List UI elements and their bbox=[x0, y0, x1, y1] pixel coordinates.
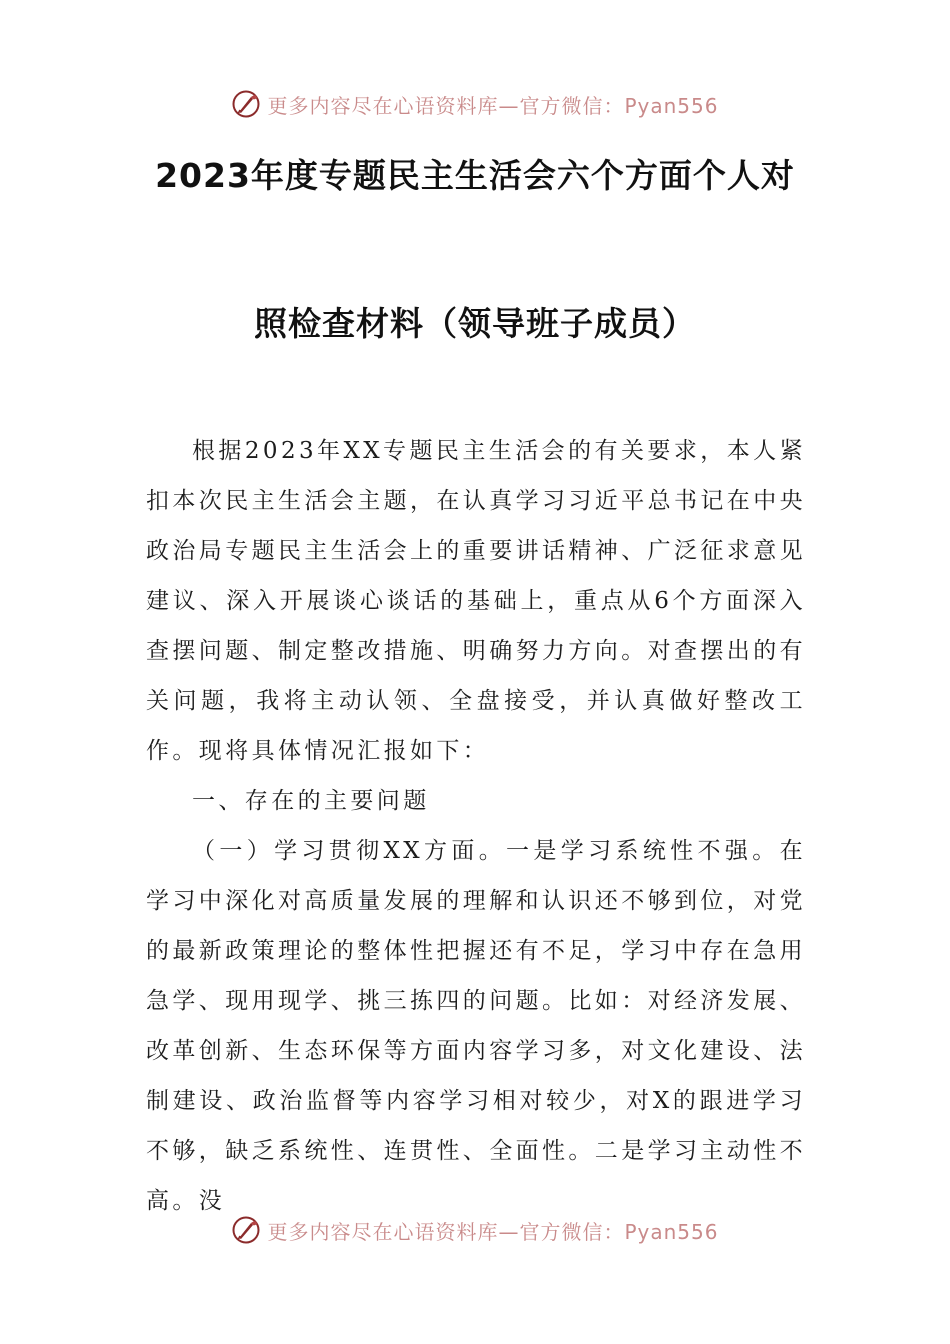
watermark-footer bbox=[0, 1210, 950, 1250]
quill-pen-icon bbox=[231, 89, 261, 119]
watermark-text: 更多内容尽在心语资料库—官方微信：Pyan556 bbox=[267, 93, 719, 118]
quill-pen-icon bbox=[231, 1215, 261, 1245]
section-heading: 一、存在的主要问题 bbox=[192, 788, 430, 814]
watermark-text: 更多内容尽在心语资料库—官方微信：Pyan556 bbox=[267, 1219, 719, 1244]
watermark-header bbox=[0, 84, 950, 124]
paragraph-section-1: （一）学习贯彻XX方面。一是学习系统性不强。在学习中深化对高质量发展的理解和认识还不够到位，对党的最新政策理论的整体性把握还有不足，学习中存在急用急学、现用现学、挑三拣四的问题。比如：对经济发展、改革创新、生态环保等方面内容学习多，对文化建设、法制建设、政治监督等内容学习相对较少，对X的跟进学习不够，缺乏系统性、连贯性、全面性。二是学习主动性不高。没 bbox=[146, 838, 806, 1214]
document-title-line-2: 照检查材料（领导班子成员） bbox=[254, 304, 696, 343]
document-title-line-1: 2023年度专题民主生活会六个方面个人对 bbox=[155, 156, 795, 195]
document-body bbox=[146, 426, 806, 1226]
paragraph-intro: 根据2023年XX专题民主生活会的有关要求，本人紧扣本次民主生活会主题，在认真学习习近平总书记在中央政治局专题民主生活会上的重要讲话精神、广泛征求意见建议、深入开展谈心谈话的基础上，重点从6个方面深入查摆问题、制定整改措施、明确努力方向。对查摆出的有关问题，我将主动认领、全盘接受，并认真做好整改工作。现将具体情况汇报如下： bbox=[146, 438, 806, 764]
